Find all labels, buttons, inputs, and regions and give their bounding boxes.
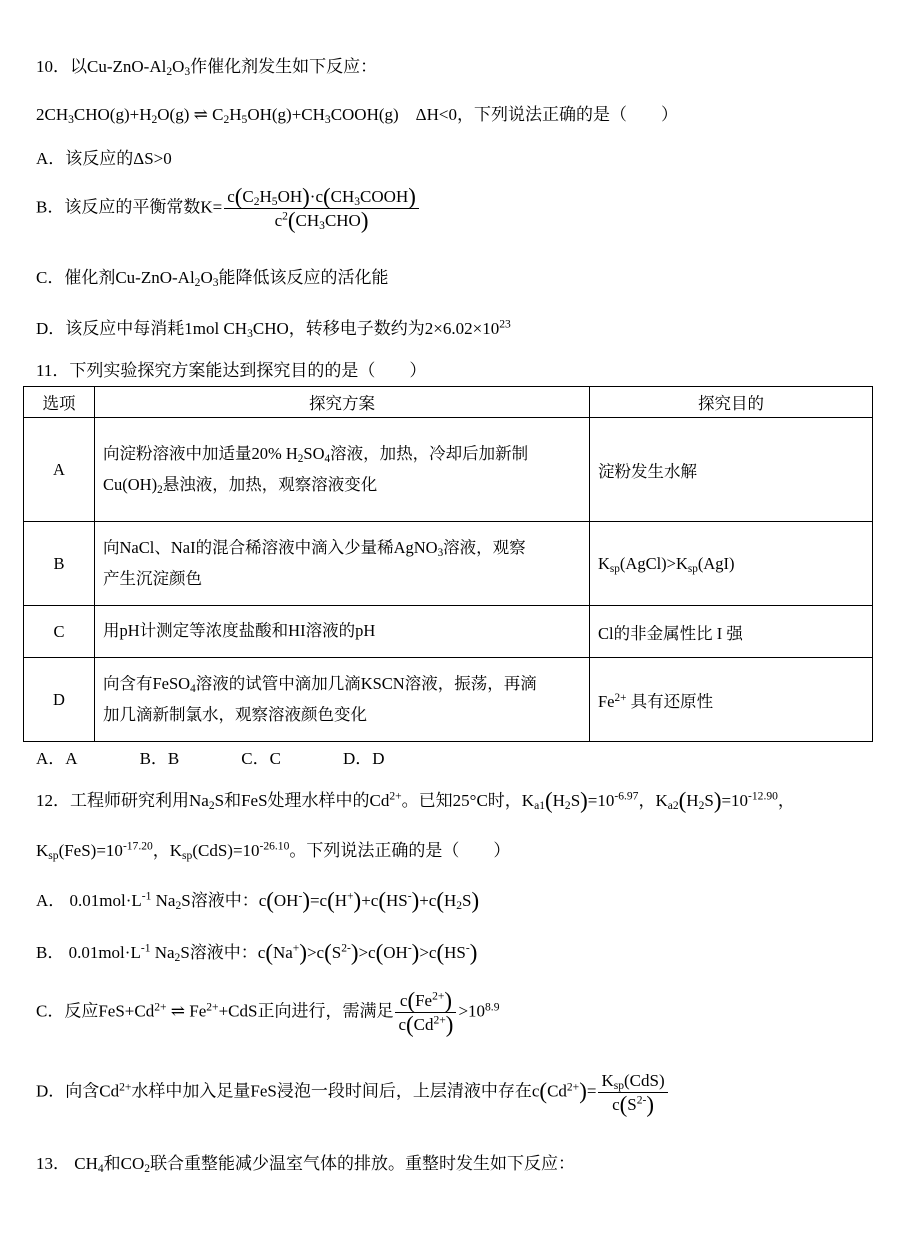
row-goal: Cl的非金属性比 I 强 <box>590 606 873 658</box>
q12-option-a: A． $0.01mol\cdot L^{-1}$ $Na_2S$溶液中：$c(OH^-)=c(H^+)+c(HS^-)+c(H_2S)$ <box>36 887 480 913</box>
q10-option-a: A．该反应的ΔS>0 <box>36 149 172 168</box>
q11-stem: 11．下列实验探究方案能达到探究目的的是（ ） <box>36 361 427 380</box>
table-row <box>24 658 873 742</box>
row-plan: 向NaCl、NaI的混合稀溶液中滴入少量稀AgNO$_3$溶液，观察 产生沉淀颜色 <box>95 522 590 606</box>
q13-stem: 13． $CH_4$和$CO_2$联合重整能减少温室气体的排放。重整时发生如下反应： <box>36 1154 576 1176</box>
row-plan: 向含有FeSO$_4$溶液的试管中滴加几滴KSCN溶液，振荡，再滴 加几滴新制氯水，观察溶液颜色变化 <box>95 658 590 742</box>
table-row <box>24 522 873 606</box>
header-plan: 探究方案 <box>95 387 590 418</box>
equilibrium-constant-fraction: $\frac{c(C_2H_5OH)\cdot c(CH_3COOH)}{c^2(CH_3CHO)}$ <box>224 186 419 232</box>
q12-option-b: B． $0.01mol\cdot L^{-1}$ $Na_2S$溶液中：$c(Na^+)>c(S^{2-})>c(OH^-)>c(HS^-)$ <box>36 939 478 965</box>
row-option: C <box>24 606 95 658</box>
row-goal: 淀粉发生水解 <box>590 418 873 522</box>
row-goal: $Fe^{2+}$ 具有还原性 <box>590 658 873 742</box>
q12-option-d: D．向含$Cd^{2+}$水样中加入足量FeS浸泡一段时间后，上层清液中存在$c(Cd^{2+})=$ $\frac{K_{sp}(CdS)}{c(S^{2-})}$ <box>36 1070 670 1116</box>
table-header-row <box>24 387 873 418</box>
row-plan: 向淀粉溶液中加适量20% $H_2SO_4$溶液，加热，冷却后加新制 $Cu(OH)_2$悬浊液，加热，观察溶液变化 <box>95 418 590 522</box>
q11-answer-d: D．D <box>342 749 385 768</box>
q11-answer-c: C．C <box>241 749 281 768</box>
q12-stem-line2: $K_{sp}(FeS)=10^{-17.20}$，$K_{sp}(CdS)=10^{-26.10}$。下列说法正确的是（ ） <box>36 839 511 863</box>
experiment-table <box>23 386 873 742</box>
row-plan: 用pH计测定等浓度盐酸和HI溶液的pH <box>95 606 590 658</box>
q12-stem-line1: 12．工程师研究利用$Na_2S$和FeS处理水样中的$Cd^{2+}$。已知25°C时，$K_{a1}(H_2S)=10^{-6.97}$，$K_{a2}(H_2S)=10^{-12.90}$， <box>36 787 795 813</box>
row-option: D <box>24 658 95 742</box>
table-row <box>24 606 873 658</box>
q11-answers <box>36 748 385 769</box>
row-option: B <box>24 522 95 606</box>
row-goal: $K_{sp}(AgCl)>K_{sp}(AgI)$ <box>590 522 873 606</box>
q11-answer-a: A．A <box>36 749 78 768</box>
q10-option-c: C．催化剂$Cu-ZnO-Al_2O_3$能降低该反应的活化能 <box>36 268 389 290</box>
q11-answer-b: B．B <box>139 749 180 768</box>
cd-concentration-fraction: $\frac{K_{sp}(CdS)}{c(S^{2-})}$ <box>598 1070 667 1116</box>
q12-option-c: C．反应$FeS+Cd^{2+}$ ⇌ $Fe^{2+}+CdS$正向进行，需满足 $\frac{c(Fe^{2+})}{c(Cd^{2+})}$ $>10^{8.9}$ <box>36 987 500 1038</box>
row-option: A <box>24 418 95 522</box>
header-goal: 探究目的 <box>590 387 873 418</box>
q10-option-d: D．该反应中每消耗1mol $CH_3CHO$，转移电子数约为$2\times 6.02\times 10^{23}$ <box>36 317 511 341</box>
q10-equation: $2CH_3CHO(g)+H_2O(g)$ ⇌ $C_2H_5OH(g)+CH_3COOH(g)$ ΔH<0，下列说法正确的是（ ） <box>36 105 678 127</box>
q10-stem: 10．以$Cu-ZnO-Al_2O_3$作催化剂发生如下反应： <box>36 57 378 79</box>
q10-option-b: B．该反应的平衡常数K= $\frac{c(C_2H_5OH)\cdot c(CH_3COOH)}{c^2(CH_3CHO)}$ <box>36 186 421 232</box>
table-row <box>24 418 873 522</box>
concentration-ratio-fraction: $\frac{c(Fe^{2+})}{c(Cd^{2+})}$ <box>395 990 456 1036</box>
header-option: 选项 <box>24 387 95 418</box>
